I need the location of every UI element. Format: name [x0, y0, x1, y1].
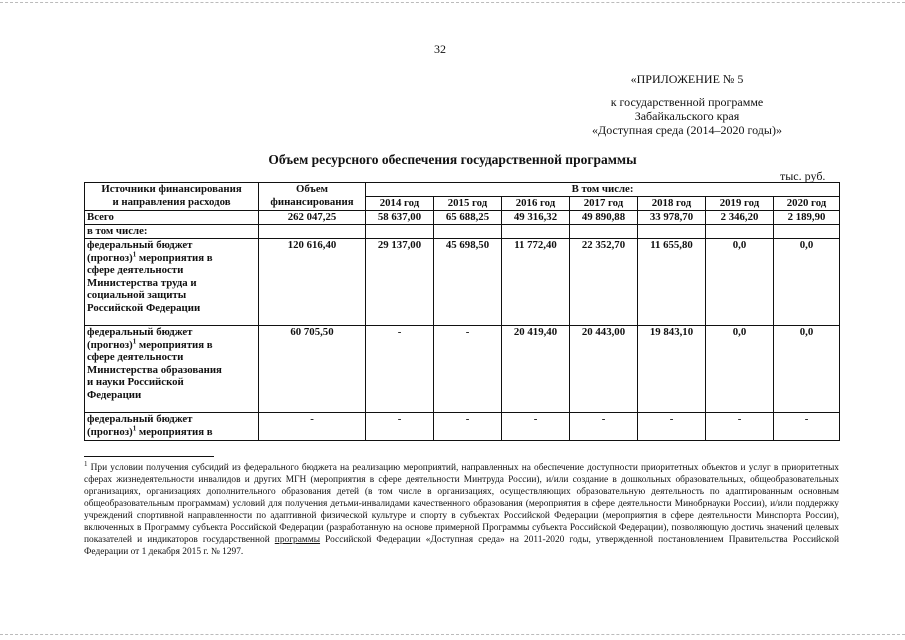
appendix-line: Забайкальского края: [634, 109, 740, 123]
resource-table: [84, 182, 840, 441]
table-cell: 33 978,70: [638, 211, 706, 225]
table-row: [85, 326, 840, 413]
volume-cell: -: [259, 413, 366, 441]
footnote: [84, 459, 839, 558]
total-volume: 262 047,25: [259, 211, 366, 225]
source-cell: федеральный бюджет (прогноз)$^1$ мероприятия в сфере деятельности Министерства труда и социальной защиты Российской Федерации: [85, 239, 259, 326]
table-cell: 0,0: [774, 326, 840, 413]
footnote-underlined: программы: [274, 535, 321, 545]
header-year: 2018 год: [638, 197, 706, 211]
table-cell: 45 698,50: [434, 239, 502, 326]
table-cell: -: [366, 326, 434, 413]
header-year: 2016 год: [502, 197, 570, 211]
table-cell: -: [570, 413, 638, 441]
footnote-ref: 1: [132, 249, 137, 258]
table-cell: 19 843,10: [638, 326, 706, 413]
table-cell: 11 655,80: [638, 239, 706, 326]
scan-edge-bottom: [0, 634, 905, 635]
header-year: 2014 год: [366, 197, 434, 211]
table-cell: -: [706, 413, 774, 441]
table-cell: 20 419,40: [502, 326, 570, 413]
header-year: 2020 год: [774, 197, 840, 211]
total-label: Всего: [85, 211, 259, 225]
appendix-block: [562, 72, 812, 137]
appendix-line: «Доступная среда (2014–2020 годы)»: [592, 123, 782, 137]
table-cell: -: [434, 413, 502, 441]
table-cell: 65 688,25: [434, 211, 502, 225]
page-number: 32: [434, 42, 446, 56]
table-cell: -: [774, 413, 840, 441]
table-header-row: [85, 183, 840, 197]
footnote-text-end: Российской Федерации «Доступная среда» на 2011-2020 годы, утвержденной постановлением Правительства Российской Федерации от 1 декабря 2015 г. № 1297.: [84, 535, 839, 557]
header-year: 2017 год: [570, 197, 638, 211]
table-cell: 0,0: [774, 239, 840, 326]
footnote-text: При условии получения субсидий из федерального бюджета на реализацию мероприятий, направленных на обеспечение доступности приоритетных объектов и услуг в приоритетных сферах жизнедеятельности инвалидов и других МГН (мероприятия в сфере деятельности Минтруда России), и/или создание в дошкольных образовательных, общеобразовательных организациях, организациях дополнительного образования детей (в том числе в организациях, осуществляющих образовательную деятельность по адаптированным основным общеобразовательным программам) условий для получения детьми-инвалидами качественного образования (мероприятия в сфере деятельности Минобрнауки России), и/или поддержку учреждений спортивной направленности по адаптивной физической культуре и спорту в субъектах Российской Федерации (мероприятия в сфере деятельности Минспорта России), включенных в Программу субъекта Российской Федерации (разработанную на основе примерной Программы субъекта Российской Федерации), позволяющую достичь значений целевых показателей и индикаторов государственной: [84, 463, 839, 545]
table-cell: 22 352,70: [570, 239, 638, 326]
table-row-total: [85, 211, 840, 225]
appendix-title: «ПРИЛОЖЕНИЕ № 5: [630, 72, 744, 86]
table-cell: 11 772,40: [502, 239, 570, 326]
appendix-line: к государственной программе: [610, 95, 764, 109]
header-including: В том числе:: [366, 183, 840, 197]
source-cell: федеральный бюджет (прогноз)$^1$ мероприятия в сфере деятельности Министерства образования и науки Российской Федерации: [85, 326, 259, 413]
header-year: 2015 год: [434, 197, 502, 211]
table-cell: -: [434, 326, 502, 413]
footnote-ref: 1: [132, 423, 137, 432]
table-cell: 20 443,00: [570, 326, 638, 413]
table-cell: 2 346,20: [706, 211, 774, 225]
subheader-label: в том числе:: [85, 225, 259, 239]
scan-edge-top: [0, 2, 905, 3]
source-cell: федеральный бюджет (прогноз)$^1$ мероприятия в: [85, 413, 259, 441]
header-volume: Объем финансирования: [259, 183, 366, 211]
units-label: тыс. руб.: [780, 169, 826, 183]
header-sources: Источники финансирования и направления расходов: [85, 183, 259, 211]
volume-cell: 60 705,50: [259, 326, 366, 413]
table-subheader-row: [85, 225, 840, 239]
table-cell: 0,0: [706, 326, 774, 413]
table-cell: 58 637,00: [366, 211, 434, 225]
table-cell: -: [366, 413, 434, 441]
table-cell: 0,0: [706, 239, 774, 326]
table-row: [85, 239, 840, 326]
table-row: [85, 413, 840, 441]
table-cell: 49 316,32: [502, 211, 570, 225]
table-cell: -: [638, 413, 706, 441]
header-year: 2019 год: [706, 197, 774, 211]
volume-cell: 120 616,40: [259, 239, 366, 326]
table-cell: 2 189,90: [774, 211, 840, 225]
table-cell: -: [502, 413, 570, 441]
footnote-separator: [84, 456, 214, 457]
document-title: Объем ресурсного обеспечения государственной программы: [268, 152, 637, 167]
table-cell: 49 890,88: [570, 211, 638, 225]
footnote-mark: 1: [84, 459, 88, 468]
table-cell: 29 137,00: [366, 239, 434, 326]
footnote-ref: 1: [132, 336, 137, 345]
